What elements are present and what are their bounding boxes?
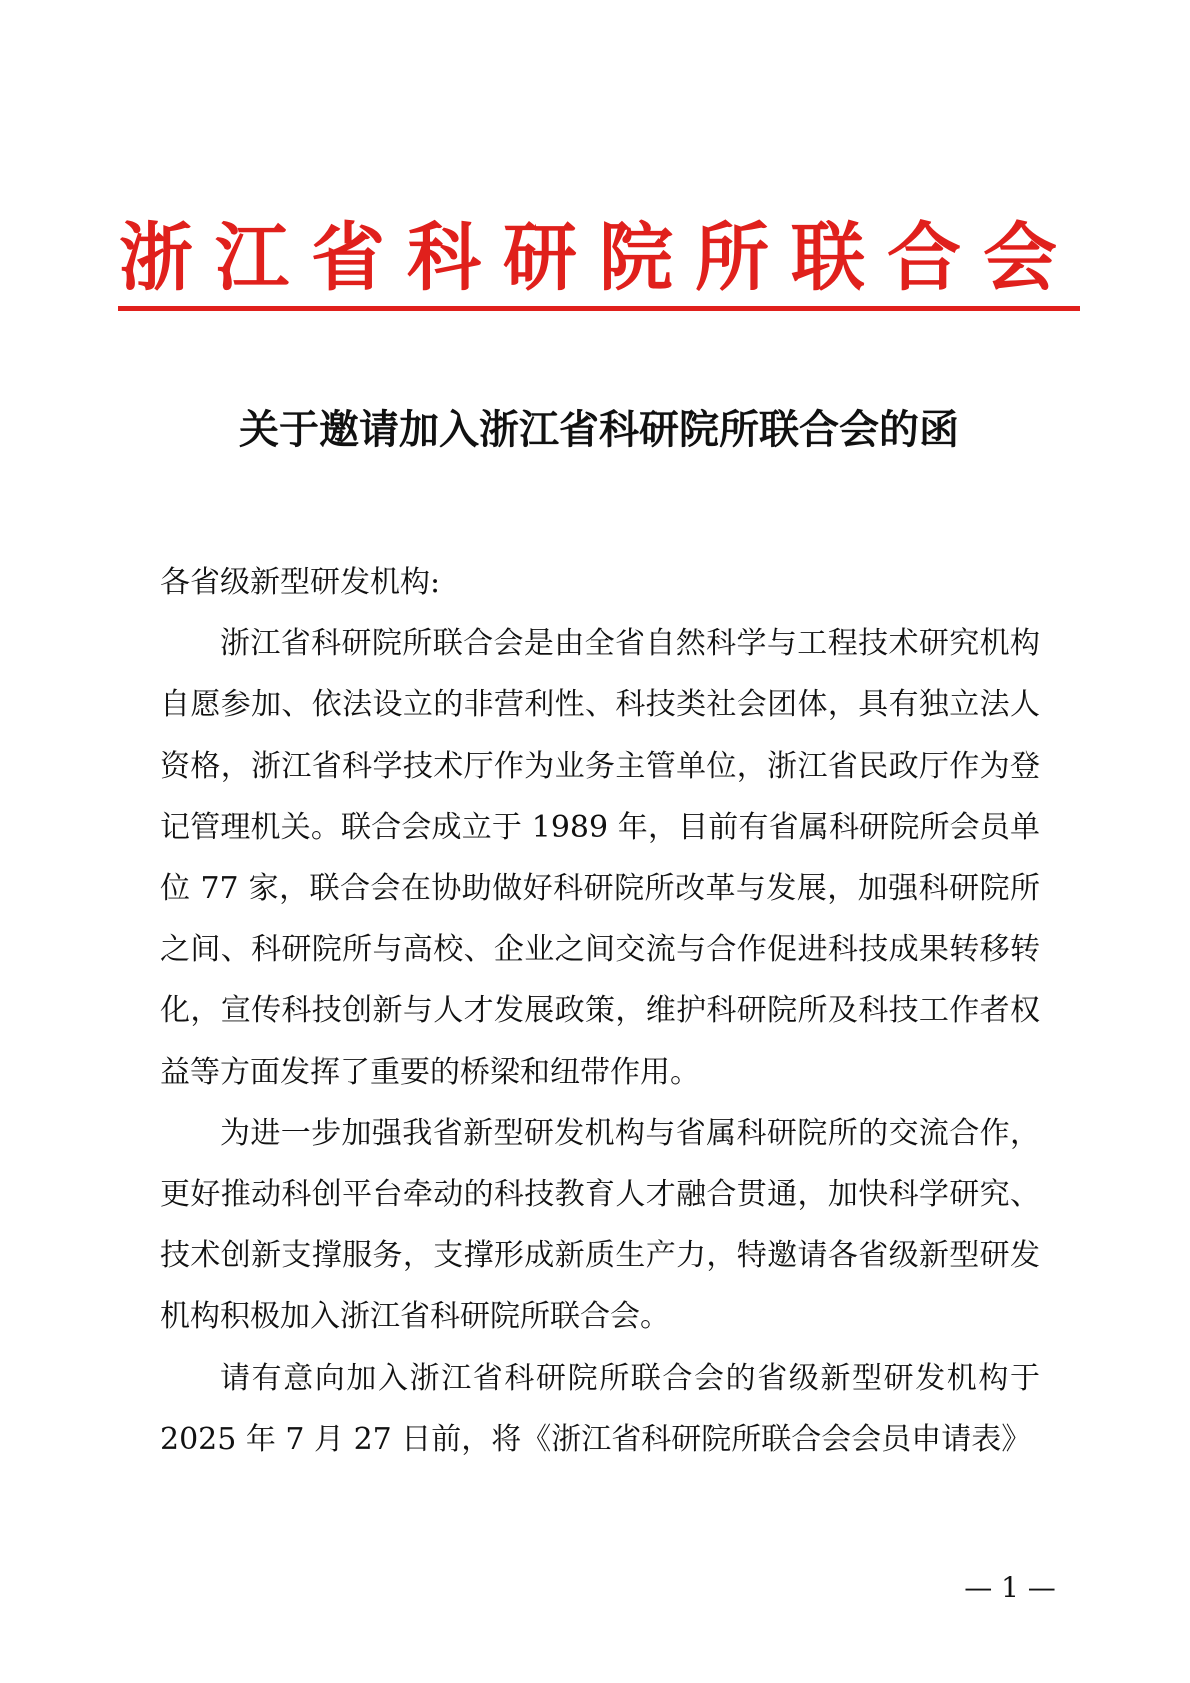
paragraph-invitation: 为进一步加强我省新型研发机构与省属科研院所的交流合作，更好推动科创平台牵动的科技教育人才融合贯通，加快科学研究、技术创新支撑服务，支撑形成新质生产力，特邀请各省级新型研发机构积极加入浙江省科研院所联合会。: [160, 1115, 1040, 1335]
paragraph-introduction: 浙江省科研院所联合会是由全省自然科学与工程技术研究机构自愿参加、依法设立的非营利性、科技类社会团体，具有独立法人资格，浙江省科学技术厅作为业务主管单位，浙江省民政厅作为登记管理机关。联合会成立于 1989 年，目前有省属科研院所会员单位 77 家，联合会在协助做好科研院所改革与发展，加强科研院所之间、科研院所与高校、企业之间交流与合作促进科技成果转移转化，宣传科技创新与人才发展政策，维护科研院所及科技工作者权益等方面发挥了重要的桥梁和纽带作用。: [160, 626, 1040, 1090]
masthead-title: 浙江省科研院所联合会: [119, 215, 1079, 301]
document-body: [160, 552, 1040, 1470]
paragraph-instructions: 请有意向加入浙江省科研院所联合会的省级新型研发机构于 2025 年 7 月 27 日前，将《浙江省科研院所联合会会员申请表》: [160, 1360, 1040, 1457]
document-title: 关于邀请加入浙江省科研院所联合会的函: [239, 406, 959, 453]
masthead-red-rule: [118, 306, 1080, 311]
salutation: 各省级新型研发机构:: [160, 565, 441, 600]
page-number: — 1 —: [964, 1571, 1056, 1604]
